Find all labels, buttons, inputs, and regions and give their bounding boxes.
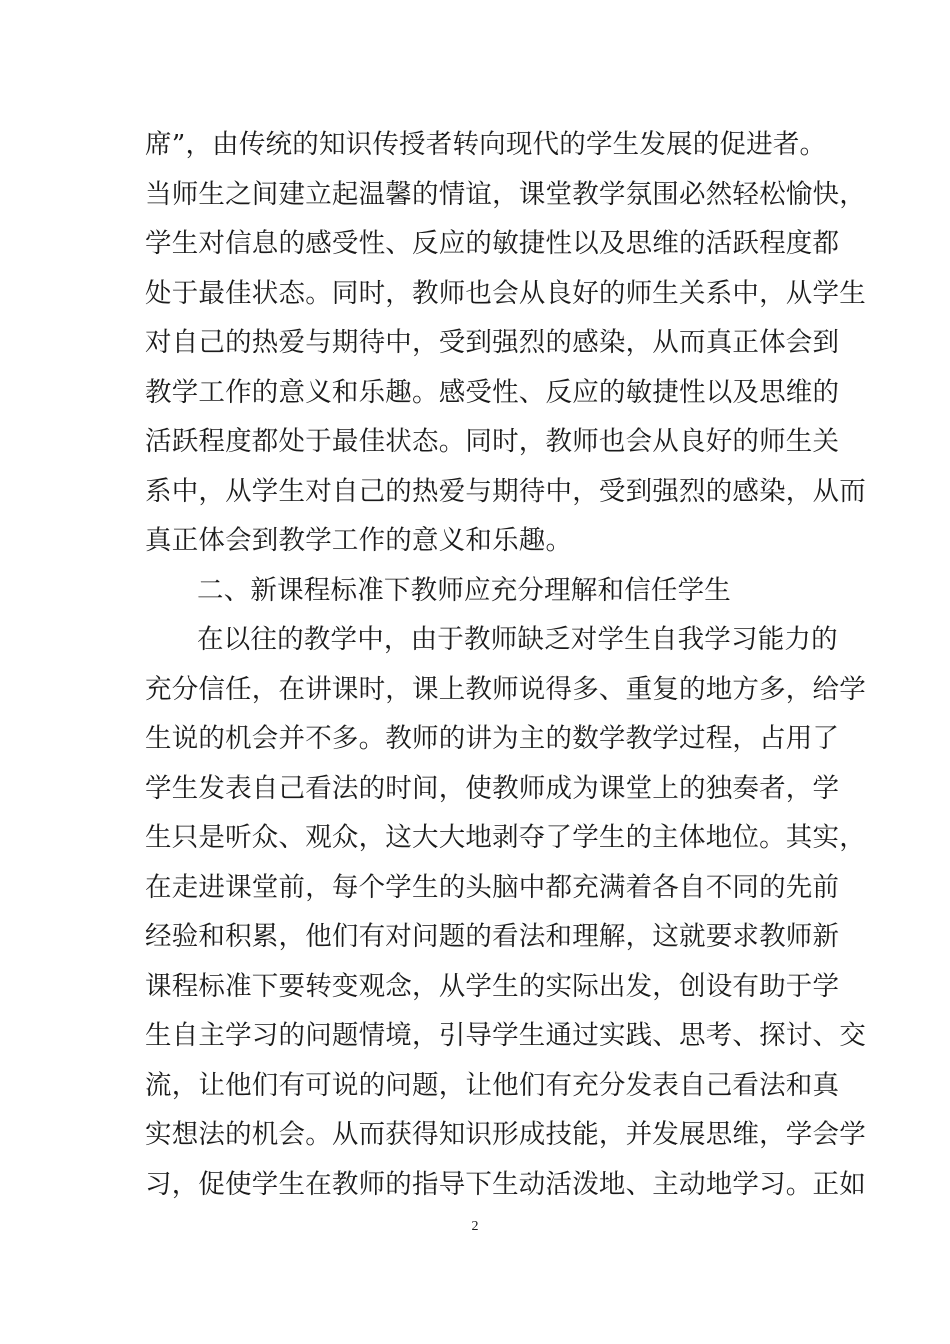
- body-text-line: 教学工作的意义和乐趣。感受性、反应的敏捷性以及思维的: [145, 376, 840, 408]
- body-text-line: 在以往的教学中，由于教师缺乏对学生自我学习能力的: [197, 624, 838, 655]
- body-text-line: 活跃程度都处于最佳状态。同时，教师也会从良好的师生关: [145, 426, 840, 457]
- page-number: 2: [471, 1219, 479, 1234]
- body-text-line: 习，促使学生在教师的指导下生动活泼地、主动地学习。正如: [145, 1168, 866, 1200]
- body-text-line: 实想法的机会。从而获得知识形成技能，并发展思维，学会学: [145, 1119, 866, 1150]
- body-text-line: 学生对信息的感受性、反应的敏捷性以及思维的活跃程度都: [145, 228, 840, 259]
- body-text-line: 真正体会到教学工作的意义和乐趣。: [145, 525, 573, 556]
- body-text-line: 当师生之间建立起温馨的情谊，课堂教学氛围必然轻松愉快，: [145, 178, 866, 210]
- body-text-line: 席”，由传统的知识传授者转向现代的学生发展的促进者。: [145, 129, 827, 160]
- body-text-line: 系中，从学生对自己的热爱与期待中，受到强烈的感染，从而: [145, 475, 866, 507]
- body-text-line: 生自主学习的问题情境，引导学生通过实践、思考、探讨、交: [145, 1020, 866, 1051]
- body-text-line: 充分信任，在讲课时，课上教师说得多、重复的地方多，给学: [145, 673, 866, 705]
- body-text-line: 对自己的热爱与期待中，受到强烈的感染，从而真正体会到: [145, 327, 840, 358]
- body-text-line: 在走进课堂前，每个学生的头脑中都充满着各自不同的先前: [145, 871, 840, 903]
- body-text-line: 课程标准下要转变观念，从学生的实际出发，创设有助于学: [145, 970, 840, 1002]
- body-text-line: 生只是听众、观众，这大大地剥夺了学生的主体地位。其实，: [145, 822, 866, 853]
- body-text-line: 处于最佳状态。同时，教师也会从良好的师生关系中，从学生: [145, 277, 866, 309]
- body-text-line: 生说的机会并不多。教师的讲为主的数学教学过程，占用了: [145, 723, 840, 754]
- body-text-line: 流，让他们有可说的问题，让他们有充分发表自己看法和真: [145, 1069, 840, 1101]
- body-text-line: 经验和积累，他们有对问题的看法和理解，这就要求教师新: [145, 921, 840, 952]
- body-text-line: 学生发表自己看法的时间，使教师成为课堂上的独奏者，学: [145, 772, 840, 804]
- section-heading: 二、新课程标准下教师应充分理解和信任学生: [197, 574, 731, 606]
